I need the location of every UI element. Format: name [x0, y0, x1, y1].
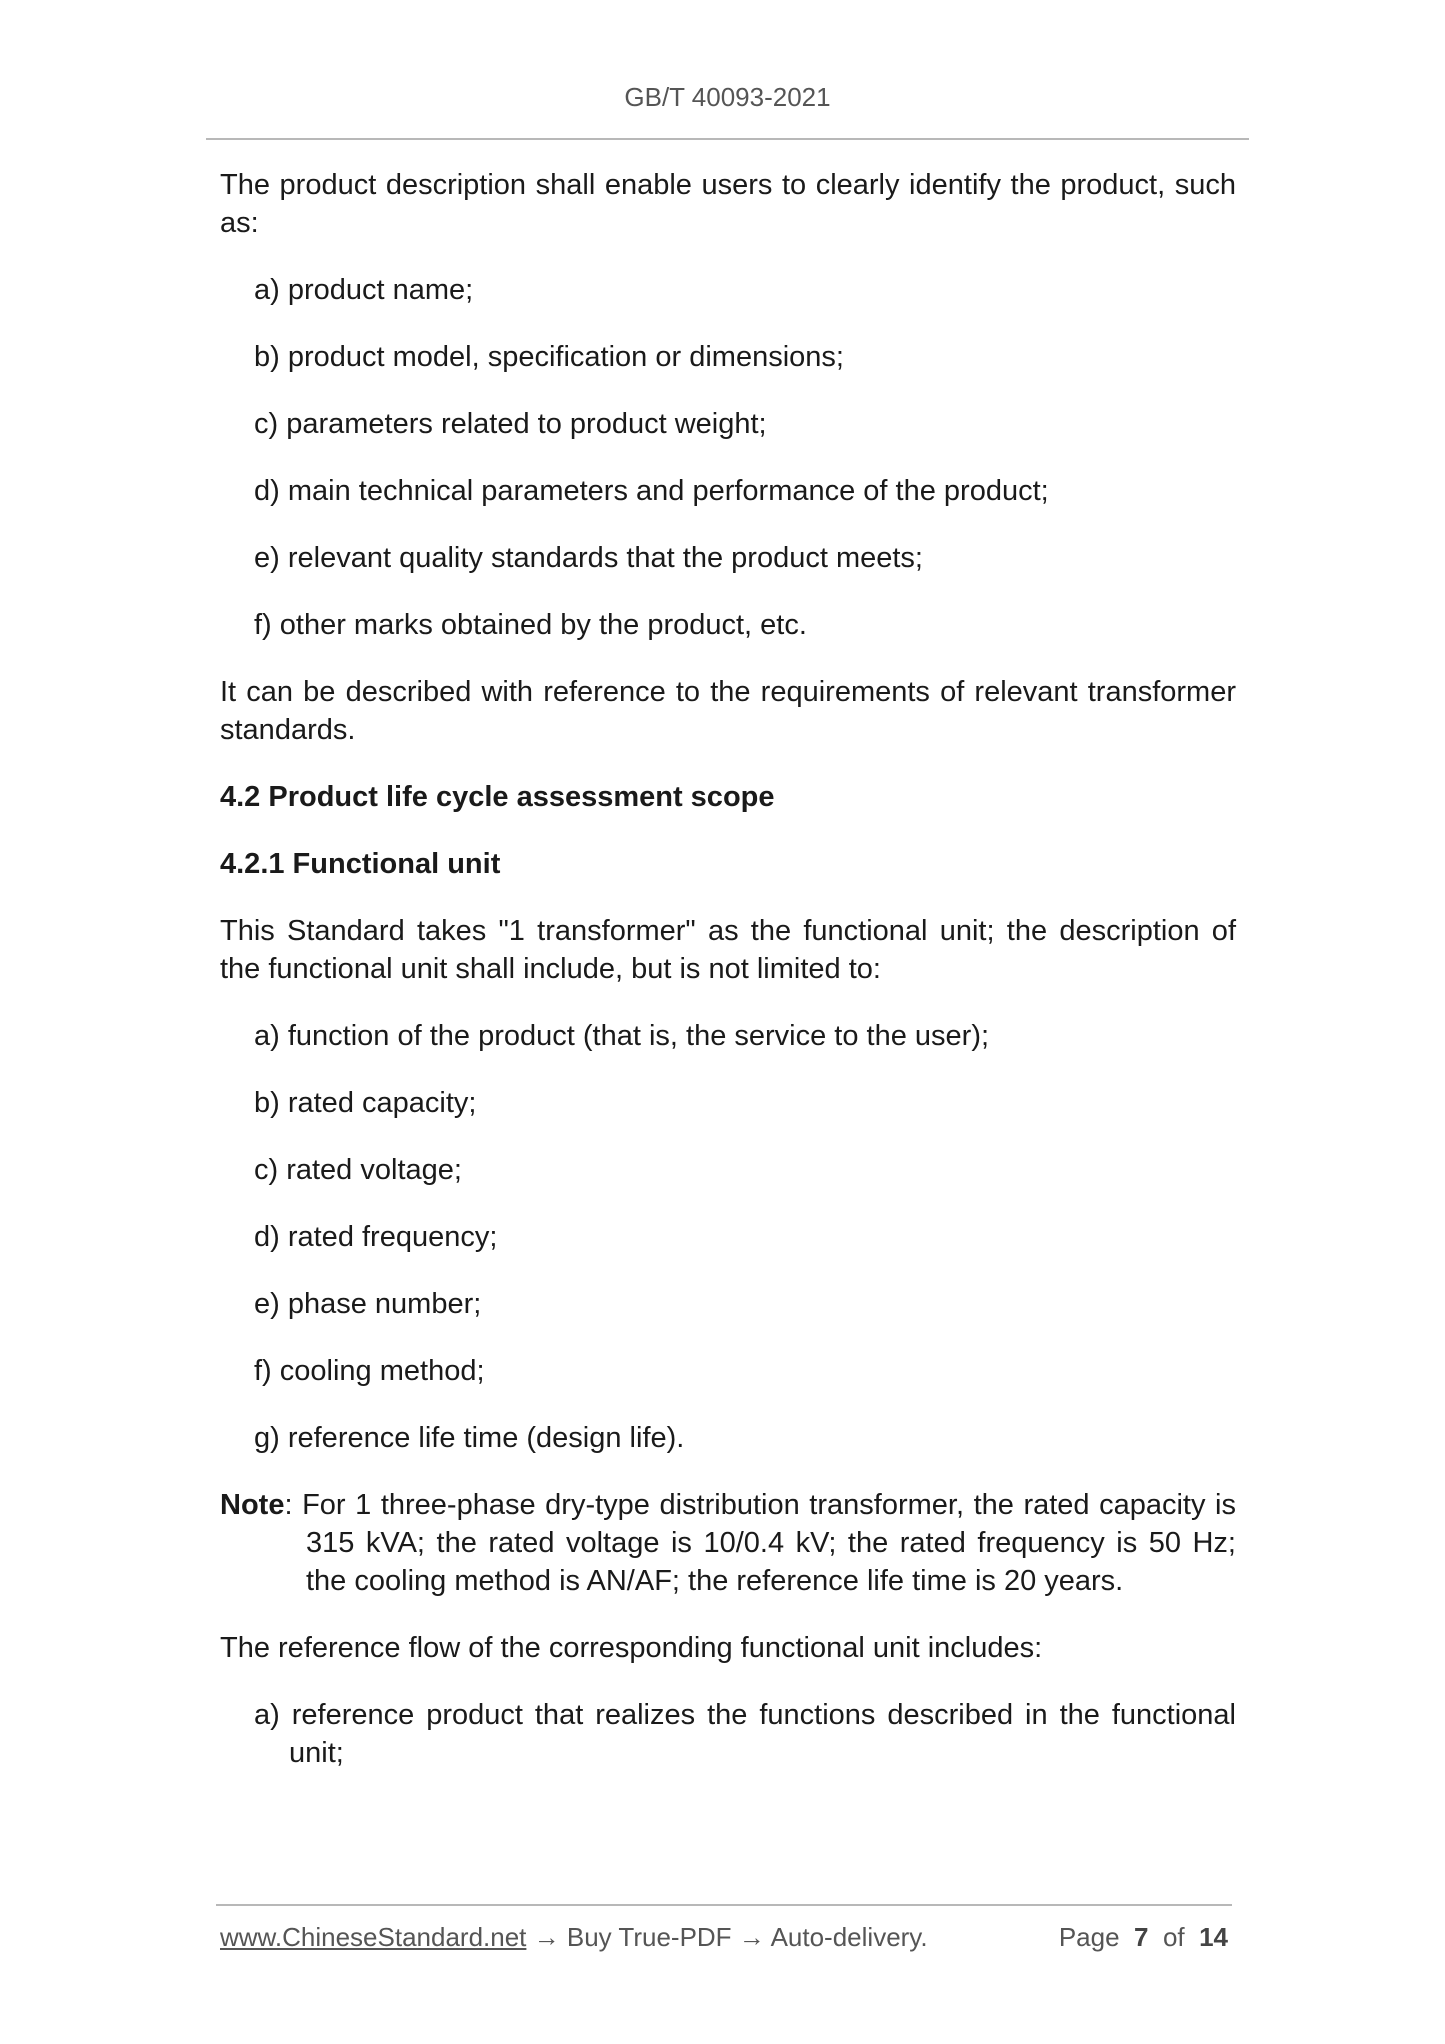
note-text: : For 1 three-phase dry-type distribution transformer, the rated capacity is 315 kVA; the rated voltage is 10/0.4 kV; the rated frequency is 50 Hz; the cooling method is AN/AF; the reference life time is 20 years.: [284, 1489, 1236, 1597]
functional-item-f: f) cooling method;: [254, 1355, 485, 1387]
reference-flow-item-a: a) reference product that realizes the functions described in the functional unit;: [254, 1699, 1236, 1769]
description-item-b: b) product model, specification or dimensions;: [254, 341, 844, 373]
functional-item-e: e) phase number;: [254, 1288, 482, 1320]
note-label: Note: [220, 1489, 285, 1521]
page-current: 7: [1134, 1922, 1149, 1952]
functional-item-g: g) reference life time (design life).: [254, 1422, 685, 1454]
footer-tagline: → Buy True-PDF → Auto-delivery.: [526, 1922, 928, 1952]
functional-item-a: a) function of the product (that is, the service to the user);: [254, 1020, 990, 1052]
website-link[interactable]: www.ChineseStandard.net: [220, 1922, 527, 1952]
document-body: [220, 166, 1236, 1801]
description-item-a: a) product name;: [254, 274, 474, 306]
functional-item-b: b) rated capacity;: [254, 1087, 477, 1119]
functional-unit-paragraph: This Standard takes "1 transformer" as the functional unit; the description of the functional unit shall include, but is not limited to:: [220, 915, 1236, 985]
reference-flow-paragraph: The reference flow of the corresponding functional unit includes:: [220, 1632, 1043, 1664]
page-of: of: [1162, 1922, 1185, 1952]
page-footer: [220, 1922, 1232, 1953]
page-label: Page: [1058, 1922, 1120, 1952]
description-item-f: f) other marks obtained by the product, etc.: [254, 609, 807, 641]
intro-paragraph: The product description shall enable users to clearly identify the product, such as:: [220, 169, 1236, 239]
description-item-e: e) relevant quality standards that the product meets;: [254, 542, 923, 574]
header-rule: [206, 138, 1249, 140]
functional-item-d: d) rated frequency;: [254, 1221, 498, 1253]
description-item-c: c) parameters related to product weight;: [254, 408, 767, 440]
page-total: 14: [1199, 1922, 1228, 1952]
note-paragraph: [220, 1486, 1236, 1600]
section-heading-4-2-1: 4.2.1 Functional unit: [220, 848, 501, 880]
footer-rule: [216, 1904, 1232, 1906]
functional-item-c: c) rated voltage;: [254, 1154, 462, 1186]
page-indicator: [1059, 1922, 1228, 1953]
description-item-d: d) main technical parameters and performance of the product;: [254, 475, 1049, 507]
section-heading-4-2: 4.2 Product life cycle assessment scope: [220, 781, 775, 813]
reference-paragraph: It can be described with reference to the requirements of relevant transformer standards.: [220, 676, 1236, 746]
page-header: GB/T 40093-2021: [624, 82, 831, 112]
